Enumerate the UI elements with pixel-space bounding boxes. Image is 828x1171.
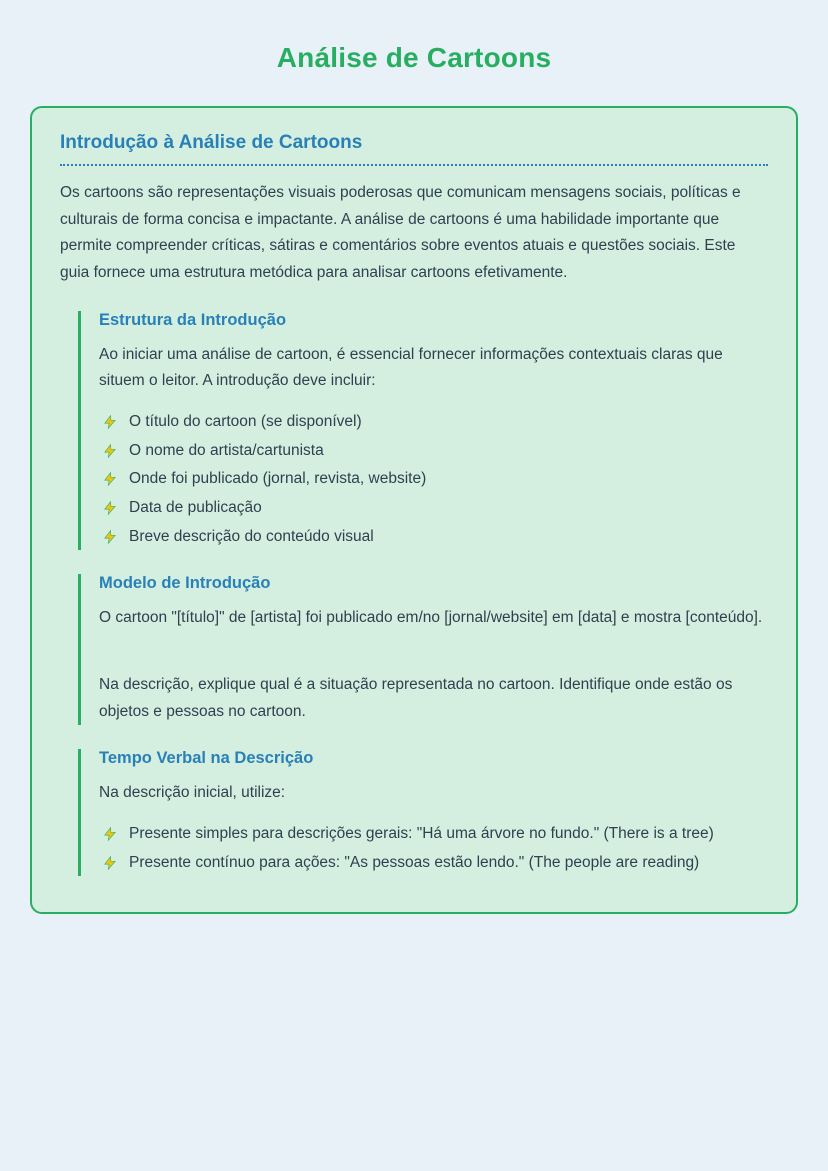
list-item-text: Onde foi publicado (jornal, revista, website) bbox=[129, 470, 427, 488]
lightning-icon bbox=[103, 826, 117, 842]
section-modelo-de-introducao bbox=[78, 574, 768, 725]
lightning-icon bbox=[103, 529, 117, 545]
lightning-icon bbox=[103, 855, 117, 871]
card-title: Introdução à Análise de Cartoons bbox=[60, 132, 768, 166]
lightning-icon bbox=[103, 471, 117, 487]
section-paragraph: Na descrição, explique qual é a situação representada no cartoon. Identifique onde estão os objetos e pessoas no cartoon. bbox=[99, 675, 733, 720]
intro-card bbox=[30, 106, 798, 914]
list-item bbox=[99, 409, 768, 436]
list-item bbox=[99, 438, 768, 465]
section-paragraph: Ao iniciar uma análise de cartoon, é essencial fornecer informações contextuais claras que situem o leitor. A introdução deve incluir: bbox=[99, 345, 723, 390]
section-estrutura-da-introducao bbox=[78, 311, 768, 551]
list-item-text: Breve descrição do conteúdo visual bbox=[129, 527, 374, 545]
section-tempo-verbal bbox=[78, 749, 768, 876]
checklist bbox=[99, 821, 768, 876]
list-item bbox=[99, 850, 768, 877]
list-item bbox=[99, 466, 768, 493]
lightning-icon bbox=[103, 443, 117, 459]
lightning-icon bbox=[103, 414, 117, 430]
lightning-icon bbox=[103, 500, 117, 516]
list-item bbox=[99, 821, 768, 848]
card-intro-paragraph: Os cartoons são representações visuais poderosas que comunicam mensagens sociais, políticas e culturais de forma concisa e impactante. A análise de cartoons é uma habilidade importante que permite compreender críticas, sátiras e comentários sobre eventos atuais e questões sociais. Este guia fornece uma estrutura metódica para analisar cartoons efetivamente. bbox=[60, 184, 741, 281]
list-item-text: Data de publicação bbox=[129, 498, 262, 516]
checklist bbox=[99, 409, 768, 550]
list-item-text: O nome do artista/cartunista bbox=[129, 441, 324, 459]
list-item bbox=[99, 524, 768, 551]
list-item-text: Presente simples para descrições gerais: "Há uma árvore no fundo." (There is a tree) bbox=[129, 824, 714, 842]
list-item-text: Presente contínuo para ações: "As pessoas estão lendo." (The people are reading) bbox=[129, 853, 700, 871]
section-heading: Tempo Verbal na Descrição bbox=[99, 749, 314, 768]
list-item-text: O título do cartoon (se disponível) bbox=[129, 412, 362, 430]
section-heading: Estrutura da Introdução bbox=[99, 310, 287, 329]
section-heading: Modelo de Introdução bbox=[99, 574, 271, 593]
section-paragraph: O cartoon "[título]" de [artista] foi publicado em/no [jornal/website] em [data] e mostra [conteúdo]. bbox=[99, 609, 763, 627]
list-item bbox=[99, 495, 768, 522]
page-title: Análise de Cartoons bbox=[276, 42, 552, 73]
section-paragraph: Na descrição inicial, utilize: bbox=[99, 784, 286, 802]
